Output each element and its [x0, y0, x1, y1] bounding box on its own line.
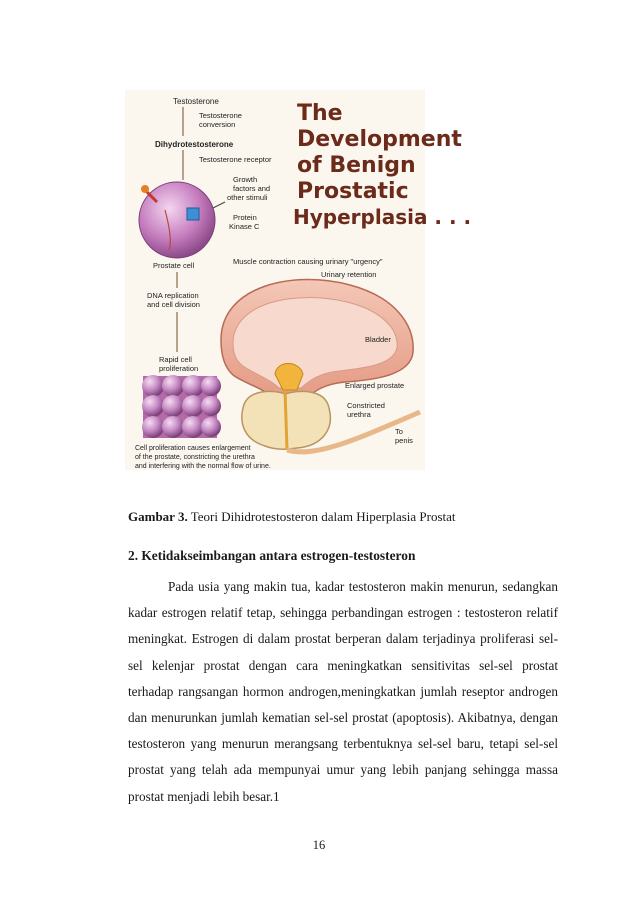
proliferating-cells: [142, 375, 221, 438]
label-rapid-1: Rapid cell: [159, 355, 192, 364]
cell-ball: [142, 395, 164, 417]
label-to-penis-2: penis: [395, 436, 413, 445]
label-rapid-2: proliferation: [159, 364, 199, 373]
body-paragraph-container: [128, 574, 558, 810]
cell-ball: [201, 396, 221, 416]
note-line-1: Cell proliferation causes enlargement: [135, 445, 251, 452]
body-paragraph: Pada usia yang makin tua, kadar testosteron makin menurun, sedangkan kadar estrogen relatif tetap, sehingga perbandingan estrogen : testosteron relatif meningkat. Estrogen di dalam prostat berperan dalam terjadinya proliferasi sel-sel kelenjar prostat dengan cara meningkatkan sensitivitas sel-sel prostat terhadap rangsangan hormon androgen,meningkatkan jumlah reseptor androgen dan menurunkan jumlah kematian sel-sel prostat (apoptosis). Akibatnya, dengan testosteron yang menurun merangsang terbentuknya sel-sel baru, tetapi sel-sel prostat yang telah ada mempunyai umur yang lebih panjang sehingga massa prostat menjadi lebih besar.1: [128, 579, 558, 804]
label-dna-1: DNA replication: [147, 291, 199, 300]
figure-title-line-4: Prostatic: [297, 179, 409, 204]
caption-label: Gambar 3.: [128, 509, 188, 524]
bph-illustration: [125, 90, 472, 470]
note-line-2: of the prostate, constricting the urethra: [135, 454, 255, 461]
section-heading: 2. Ketidakseimbangan antara estrogen-testosteron: [128, 548, 416, 563]
note-line-3: and interfering with the normal flow of urine.: [135, 463, 271, 470]
cell-ball: [182, 375, 204, 397]
label-testosterone: Testosterone: [173, 97, 219, 106]
constricted-urethra-path: [285, 390, 287, 450]
label-growth-2: factors and: [233, 184, 271, 193]
label-constricted-2: urethra: [347, 410, 371, 419]
figure-title-line-3: of Benign: [297, 153, 416, 178]
label-growth-3: other stimuli: [227, 193, 268, 202]
label-growth-1: Growth: [233, 175, 258, 184]
figure-title-line-2: Development: [297, 127, 462, 152]
growth-factor-pointer: [213, 202, 225, 208]
label-dht: Dihydrotestosterone: [155, 140, 234, 149]
caption-text: Teori Dihidrotestosteron dalam Hiperplasia Prostat: [187, 509, 456, 524]
label-prostate-cell: Prostate cell: [153, 261, 195, 270]
label-receptor: Testosterone receptor: [199, 155, 272, 164]
figure-title-line-5: Hyperplasia . . .: [293, 205, 472, 229]
label-kinase-2: Kinase C: [229, 222, 260, 231]
cell-ball: [162, 416, 184, 438]
label-muscle-contraction: Muscle contraction causing urinary "urgency": [233, 257, 383, 266]
bph-diagram-svg: [125, 90, 472, 470]
cell-ball: [162, 375, 184, 397]
figure-title-line-1: The: [297, 101, 343, 126]
label-constricted-1: Constricted: [347, 401, 385, 410]
label-conversion-2: conversion: [199, 120, 236, 129]
label-conversion-1: Testosterone: [199, 111, 242, 120]
cell-ball: [162, 395, 184, 417]
page-number: 16: [312, 838, 326, 852]
cell-ball: [201, 417, 221, 437]
protein-kinase-icon: [187, 208, 199, 220]
cell-ball: [201, 376, 221, 396]
label-to-penis-1: To: [395, 427, 403, 436]
cell-ball: [142, 416, 164, 438]
label-dna-2: and cell division: [147, 300, 200, 309]
label-bladder: Bladder: [365, 335, 391, 344]
hormone-molecule-icon: [141, 185, 149, 193]
figure-caption: [128, 509, 528, 525]
cell-ball: [142, 375, 164, 397]
cell-ball: [182, 395, 204, 417]
label-urinary-retention: Urinary retention: [321, 270, 377, 279]
label-kinase-1: Protein: [233, 213, 257, 222]
label-enlarged-prostate: Enlarged prostate: [345, 381, 405, 390]
cell-ball: [182, 416, 204, 438]
